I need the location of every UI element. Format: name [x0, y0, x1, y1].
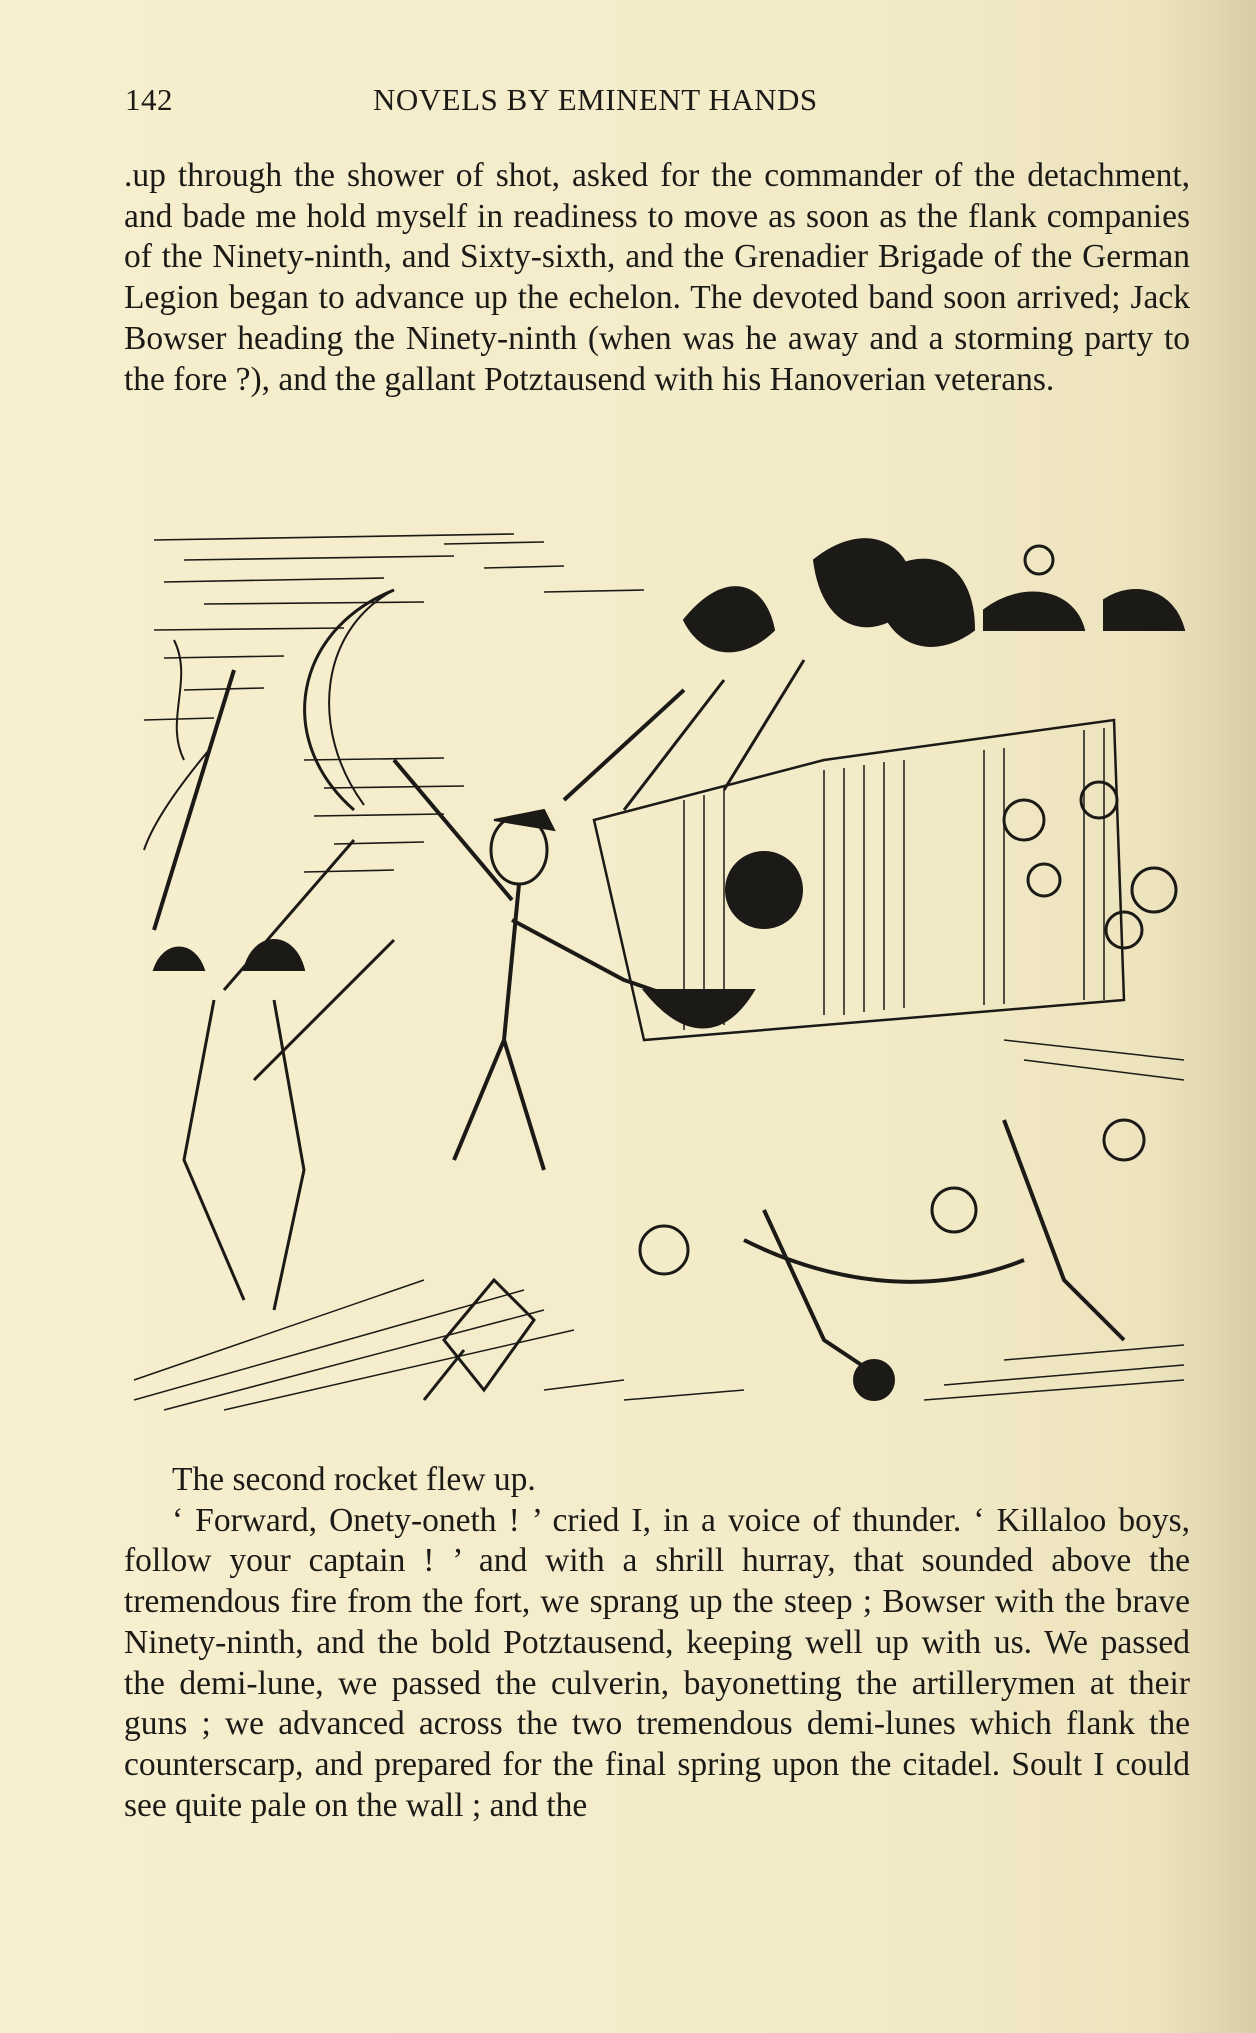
- battle-illustration: [124, 520, 1196, 1415]
- body-text-top: [124, 156, 1190, 400]
- paragraph: The second rocket flew up.: [172, 1461, 536, 1498]
- paragraph: ‘ Forward, Onety-oneth ! ’ cried I, in a voice of thunder. ‘ Killaloo boys, follow your captain ! ’ and with a shrill hurray, that sounded above the tremendous fire from the fort, we sprang up the steep ; Bowser with the brave Ninety-ninth, and the bold Potztausend, keeping well up with us. We passed the demi-lune, we passed the culverin, bayonetting the artillerymen at their guns ; we advanced across the two tremendous demi-lunes which flank the counterscarp, and prepared for the final spring upon the citadel. Soult I could see quite pale on the wall ; and the: [124, 1501, 1190, 1824]
- body-text-bottom: [124, 1460, 1190, 1826]
- battle-engraving-icon: [124, 520, 1196, 1415]
- paragraph: .up through the shower of shot, asked for the commander of the detachment, and bade me hold myself in readiness to move as soon as the flank companies of the Ninety-ninth, and Sixty-sixth, and the Grenadier Brigade of the German Legion began to advance up the echelon. The devoted band soon arrived; Jack Bowser heading the Ninety-ninth (when was he away and a storming party to the fore ?), and the gallant Potztausend with his Hanoverian veterans.: [124, 157, 1190, 398]
- book-title: NOVELS BY EMINENT HANDS: [373, 82, 818, 117]
- page-number: 142: [125, 82, 173, 117]
